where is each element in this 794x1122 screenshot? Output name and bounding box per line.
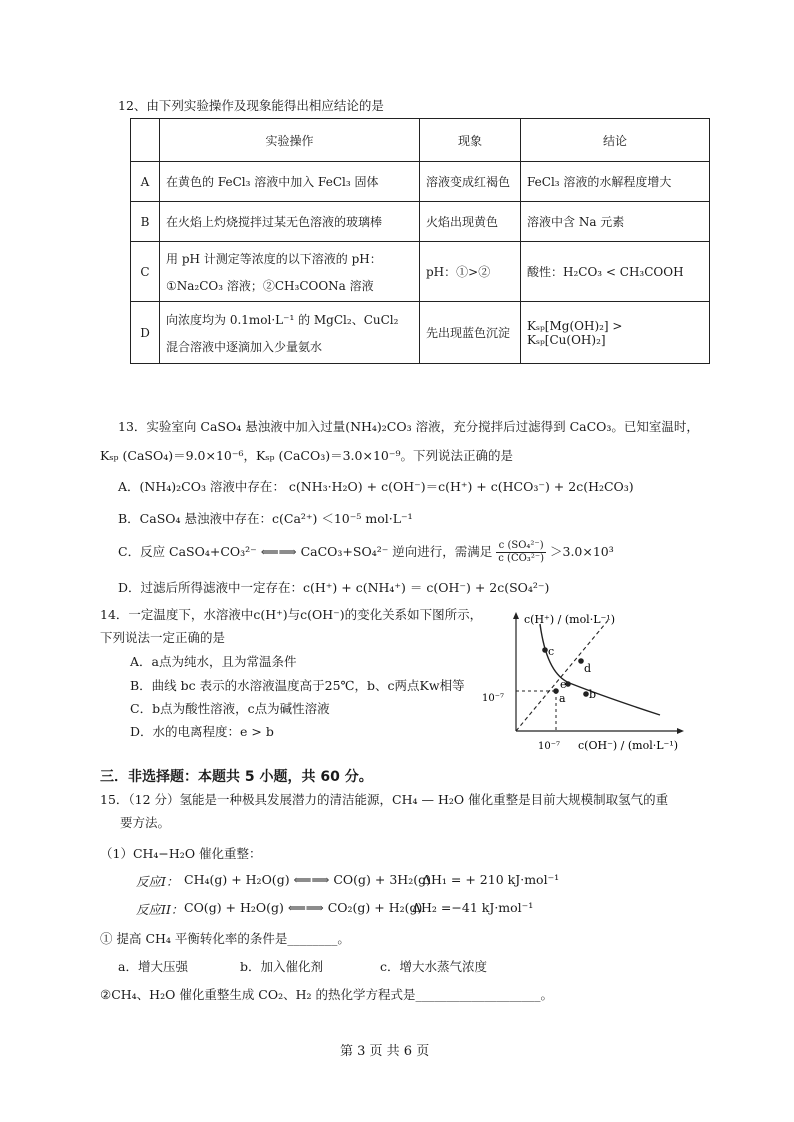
q13-option-c-threshold: ＞3.0×10³ xyxy=(550,544,614,559)
q14-stem-line-2: 下列说法一定正确的是 xyxy=(100,630,226,645)
q15-stem-line-2: 要方法。 xyxy=(120,815,171,830)
q14-graph xyxy=(480,608,690,756)
table-header-row xyxy=(131,119,710,162)
q15-part-1: （1）CH₄−H₂O 催化重整： xyxy=(100,846,262,861)
point-a-label: a xyxy=(559,692,566,705)
operation-line-2: ①Na₂CO₃ 溶液；②CH₃COONa 溶液 xyxy=(166,278,374,293)
operation-line-2: 混合溶液中逐滴加入少量氨水 xyxy=(166,339,323,354)
sub1-option-b: b．加入催化剂 xyxy=(240,959,324,974)
q14-option-d: D．水的电离程度：e > b xyxy=(130,724,274,739)
y-axis-label: c(H⁺) / (mol·L⁻¹) xyxy=(524,613,616,626)
row-conclusion: Kₛₚ[Mg(OH)₂] > Kₛₚ[Cu(OH)₂] xyxy=(521,302,710,364)
x-axis-label: c(OH⁻) / (mol·L⁻¹) xyxy=(578,739,679,752)
q14-option-a: A．a点为纯水，且为常温条件 xyxy=(130,654,297,669)
x-axis-arrow xyxy=(677,728,684,734)
table-row xyxy=(131,162,710,202)
row-operation xyxy=(160,202,420,242)
table-header-operation: 实验操作 xyxy=(160,119,420,162)
q14-option-b: B．曲线 bc 表示的水溶液温度高于25℃，b、c两点Kw相等 xyxy=(130,678,465,693)
table-row xyxy=(131,202,710,242)
y-tick-label: 10⁻⁷ xyxy=(482,693,505,704)
operation-line-1: 在黄色的 FeCl₃ 溶液中加入 FeCl₃ 固体 xyxy=(166,175,379,189)
row-letter: A xyxy=(131,162,160,202)
table-row xyxy=(131,242,710,302)
q13-option-b: B．CaSO₄ 悬浊液中存在：c(Ca²⁺) ＜10⁻⁵ mol·L⁻¹ xyxy=(118,511,413,526)
fraction-numerator: c (SO₄²⁻) xyxy=(496,540,546,553)
point-c xyxy=(542,647,548,653)
neutral-line xyxy=(516,618,610,731)
operation-line-1: 在火焰上灼烧搅拌过某无色溶液的玻璃棒 xyxy=(166,215,383,229)
q13-option-d: D．过滤后所得滤液中一定存在：c(H⁺) + c(NH₄⁺) ＝ c(OH⁻) + 2c(SO₄²⁻) xyxy=(118,580,550,595)
reaction-1-enthalpy: ΔH₁ = + 210 kJ·mol⁻¹ xyxy=(422,872,560,887)
row-conclusion: 溶液中含 Na 元素 xyxy=(521,202,710,242)
reaction-1-label: 反应I： xyxy=(136,874,179,889)
row-phenomenon: 溶液变成红褐色 xyxy=(420,162,521,202)
point-b-label: b xyxy=(589,688,597,701)
fraction-denominator: c (CO₃²⁻) xyxy=(498,553,545,564)
x-tick-label: 10⁻⁷ xyxy=(538,741,561,752)
row-phenomenon: pH：①>② xyxy=(420,242,521,302)
reaction-2-equation: CO(g) + H₂O(g) ⟸⟹ CO₂(g) + H₂(g) xyxy=(184,900,423,915)
point-d-label: d xyxy=(584,662,592,675)
curve-bc xyxy=(540,624,660,715)
operation-line-1: 用 pH 计测定等浓度的以下溶液的 pH： xyxy=(166,251,382,266)
reaction-1-equation: CH₄(g) + H₂O(g) ⟸⟹ CO(g) + 3H₂(g) xyxy=(184,872,431,887)
row-conclusion: 酸性：H₂CO₃ < CH₃COOH xyxy=(521,242,710,302)
row-conclusion: FeCl₃ 溶液的水解程度增大 xyxy=(521,162,710,202)
q13-option-c-text: C．反应 CaSO₄+CO₃²⁻ ⟸⟹ CaCO₃+SO₄²⁻ 逆向进行，需满足 xyxy=(118,544,493,559)
row-phenomenon: 先出现蓝色沉淀 xyxy=(420,302,521,364)
sub1-option-a: a．增大压强 xyxy=(118,959,188,974)
q13-option-c-fraction xyxy=(496,540,546,565)
q12-table xyxy=(130,118,710,364)
q15-stem-line-1: 15．（12 分）氢能是一种极具发展潜力的清洁能源，CH₄ — H₂O 催化重整是目前大规模制取氢气的重 xyxy=(100,792,669,807)
q13-option-c xyxy=(118,540,614,565)
q15-sub-question-2: ②CH₄、H₂O 催化重整生成 CO₂、H₂ 的热化学方程式是____________________。 xyxy=(100,987,553,1002)
sub1-option-c: c．增大水蒸气浓度 xyxy=(380,959,488,974)
row-phenomenon: 火焰出现黄色 xyxy=(420,202,521,242)
table-header-blank xyxy=(131,119,160,162)
row-letter: D xyxy=(131,302,160,364)
q14-stem-line-1: 14．一定温度下，水溶液中c(H⁺)与c(OH⁻)的变化关系如下图所示， xyxy=(100,607,483,622)
section-3-title: 三．非选择题：本题共 5 小题，共 60 分。 xyxy=(100,769,373,785)
reaction-2-label: 反应II： xyxy=(136,902,184,917)
q12-stem: 12、由下列实验操作及现象能得出相应结论的是 xyxy=(118,98,384,113)
q13-stem-line-2: Kₛₚ (CaSO₄)＝9.0×10⁻⁶，Kₛₚ (CaCO₃)＝3.0×10⁻⁹。下列说法正确的是 xyxy=(100,448,513,463)
q15-sub-question-1: ① 提高 CH₄ 平衡转化率的条件是________。 xyxy=(100,931,350,946)
point-e-label: e xyxy=(560,678,567,691)
q13-stem-line-1: 13．实验室向 CaSO₄ 悬浊液中加入过量(NH₄)₂CO₃ 溶液，充分搅拌后过滤得到 CaCO₃。已知室温时， xyxy=(118,419,699,434)
point-d xyxy=(578,658,584,664)
q13-option-a: A．(NH₄)₂CO₃ 溶液中存在： c(NH₃·H₂O) + c(OH⁻)＝c(H⁺) + c(HCO₃⁻) + 2c(H₂CO₃) xyxy=(118,479,634,494)
table-header-phenomenon: 现象 xyxy=(420,119,521,162)
y-axis-arrow xyxy=(513,612,519,619)
row-operation xyxy=(160,162,420,202)
q14-option-c: C．b点为酸性溶液，c点为碱性溶液 xyxy=(130,701,330,716)
row-letter: C xyxy=(131,242,160,302)
point-a xyxy=(553,688,559,694)
row-letter: B xyxy=(131,202,160,242)
point-b xyxy=(583,691,589,697)
table-header-conclusion: 结论 xyxy=(521,119,710,162)
operation-line-1: 向浓度均为 0.1mol·L⁻¹ 的 MgCl₂、CuCl₂ xyxy=(166,312,399,327)
point-c-label: c xyxy=(548,645,555,658)
reaction-2-enthalpy: ΔH₂ =−41 kJ·mol⁻¹ xyxy=(412,900,534,915)
page-number: 第 3 页 共 6 页 xyxy=(340,1044,430,1059)
row-operation xyxy=(160,242,420,302)
row-operation xyxy=(160,302,420,364)
table-row xyxy=(131,302,710,364)
